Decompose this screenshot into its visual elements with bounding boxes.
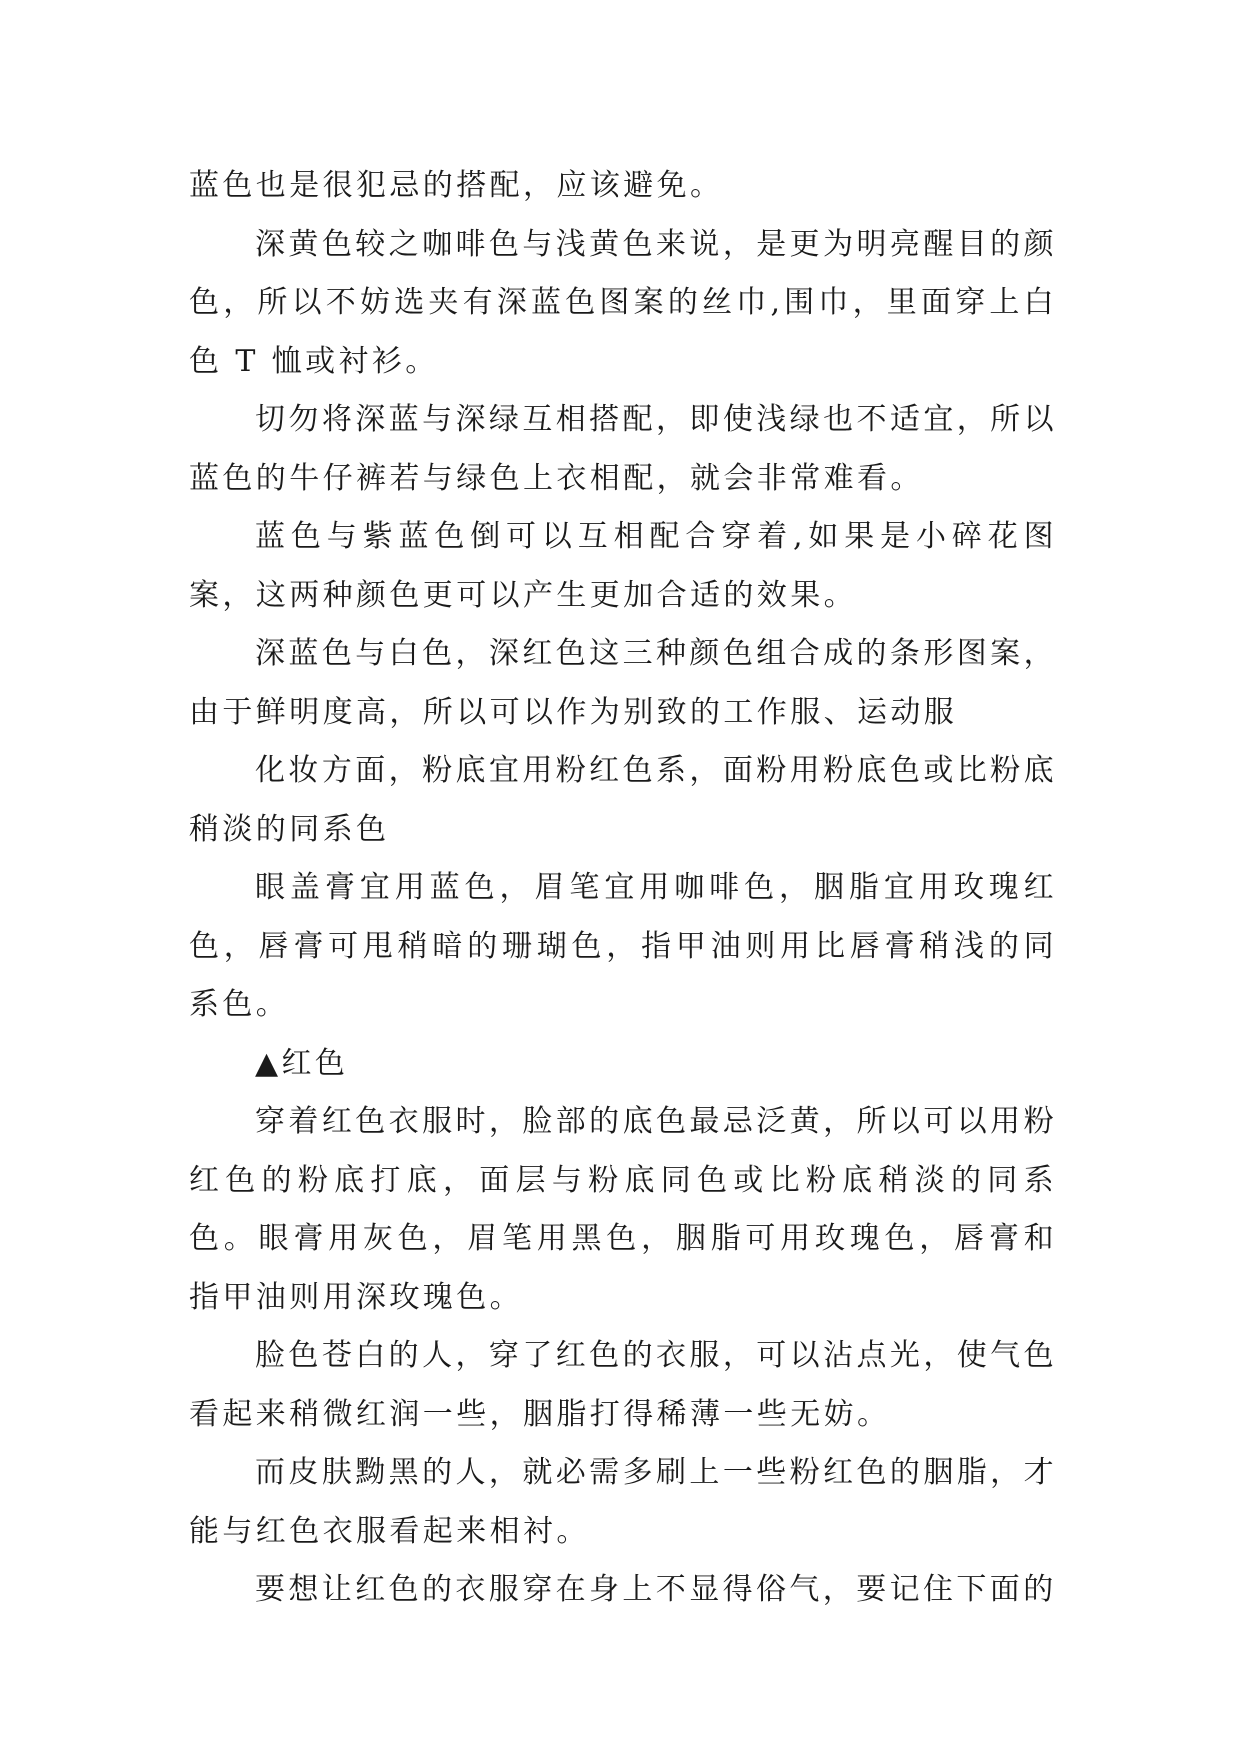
paragraph-stripe-pattern: 深蓝色与白色，深红色这三种颜色组合成的条形图案，由于鲜明度高，所以可以作为别致的工作服、运动服 — [189, 636, 1057, 730]
paragraph-pale-face: 脸色苍白的人，穿了红色的衣服，可以沾点光，使气色看起来稍微红润一些，胭脂打得稀薄一些无妨。 — [189, 1338, 1057, 1432]
paragraph-red-tips: 要想让红色的衣服穿在身上不显得俗气，要记住下面的 — [255, 1572, 1057, 1607]
paragraph-deep-yellow: 深黄色较之咖啡色与浅黄色来说，是更为明亮醒目的颜色，所以不妨选夹有深蓝色图案的丝巾,围巾，里面穿上白色 T 恤或衬衫。 — [189, 226, 1057, 379]
document-page — [189, 157, 1057, 1620]
paragraph-red-clothing: 穿着红色衣服时，脸部的底色最忌泛黄，所以可以用粉红色的粉底打底，面层与粉底同色或比粉底稍淡的同系色。眼膏用灰色，眉笔用黑色，胭脂可用玫瑰色，唇膏和指甲油则用深玫瑰色。 — [189, 1104, 1057, 1315]
section-heading-red: ▲红色 — [255, 1045, 349, 1081]
paragraph-dark-skin: 而皮肤黝黑的人，就必需多刷上一些粉红色的胭脂，才能与红色衣服看起来相衬。 — [189, 1455, 1057, 1549]
paragraph-makeup-foundation: 化妆方面，粉底宜用粉红色系，面粉用粉底色或比粉底稍淡的同系色 — [189, 753, 1057, 847]
paragraph-blue-avoid: 蓝色也是很犯忌的搭配，应该避免。 — [189, 168, 724, 203]
paragraph-blue-purple: 蓝色与紫蓝色倒可以互相配合穿着,如果是小碎花图案，这两种颜色更可以产生更加合适的效果。 — [189, 519, 1057, 613]
paragraph-makeup-eyes-lips: 眼盖膏宜用蓝色，眉笔宜用咖啡色，胭脂宜用玫瑰红色，唇膏可甩稍暗的珊瑚色，指甲油则用比唇膏稍浅的同系色。 — [189, 870, 1057, 1022]
paragraph-blue-green: 切勿将深蓝与深绿互相搭配，即使浅绿也不适宜，所以蓝色的牛仔裤若与绿色上衣相配，就会非常难看。 — [189, 402, 1057, 496]
